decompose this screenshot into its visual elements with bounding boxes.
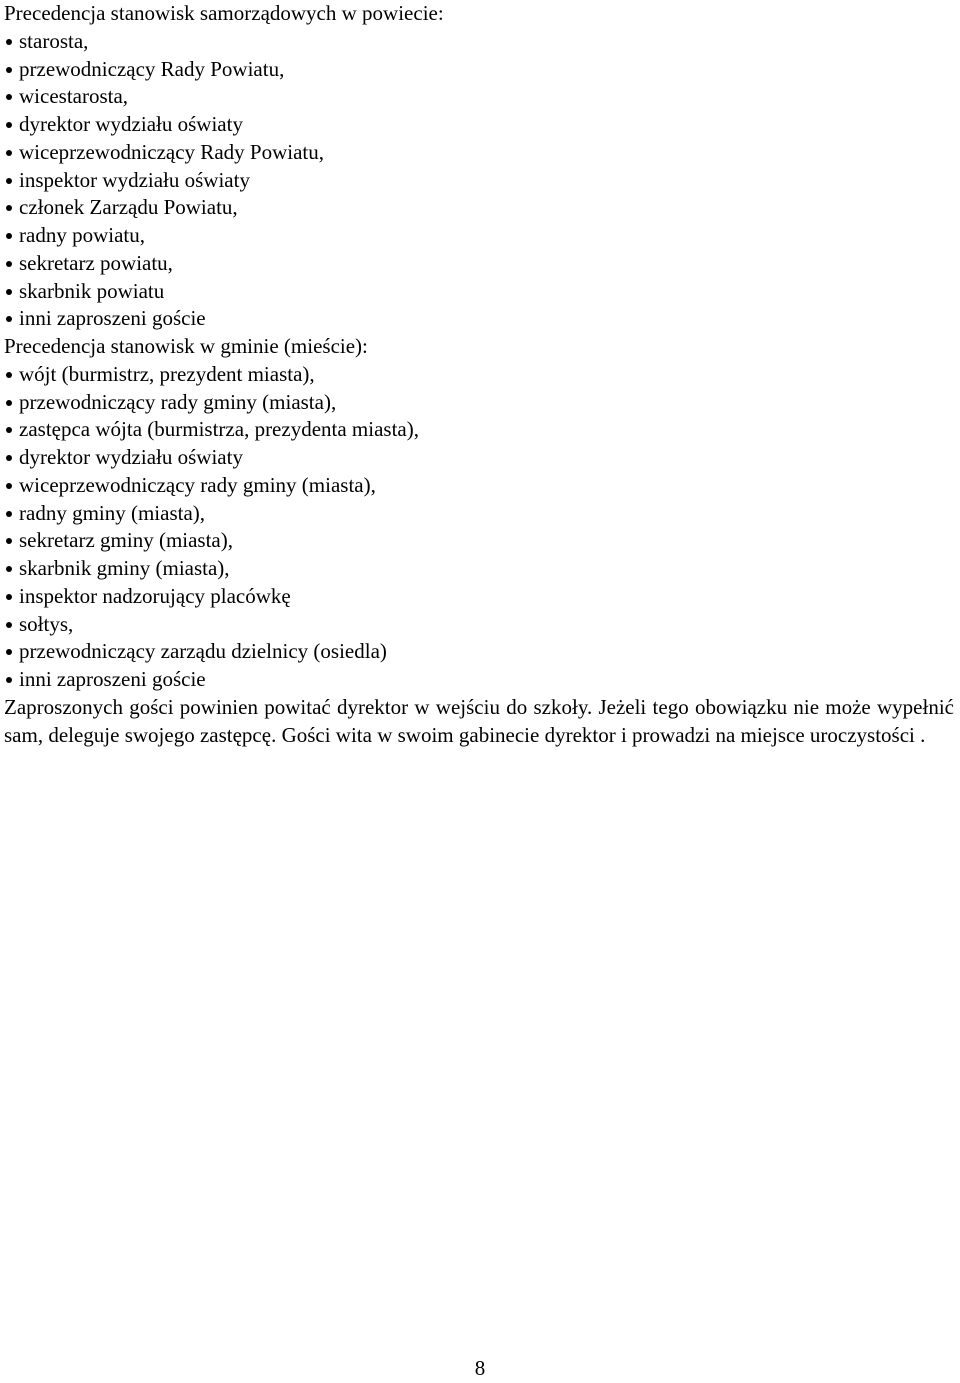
bullet-icon xyxy=(6,427,12,433)
list-item xyxy=(4,472,954,500)
list-item xyxy=(4,611,954,639)
list-item-text: inni zaproszeni goście xyxy=(19,306,206,331)
list-item-text: sekretarz gminy (miasta), xyxy=(19,528,233,553)
list-item xyxy=(4,167,954,195)
document-body xyxy=(4,0,954,770)
list-item-text: sołtys, xyxy=(19,611,74,636)
bullet-icon xyxy=(6,622,12,628)
list-item xyxy=(4,444,954,472)
bullet-icon xyxy=(6,372,12,378)
list-item xyxy=(4,583,954,611)
list-item-text: zastępca wójta (burmistrza, prezydenta miasta), xyxy=(19,417,419,442)
list-item-text: radny gminy (miasta), xyxy=(19,500,206,525)
bullet-icon xyxy=(6,316,12,322)
bullet-icon xyxy=(6,400,12,406)
bullet-icon xyxy=(6,538,12,544)
list-item xyxy=(4,56,954,84)
list-item xyxy=(4,555,954,583)
list-item xyxy=(4,638,954,666)
list-item-text: wójt (burmistrz, prezydent miasta), xyxy=(19,361,315,386)
list-item xyxy=(4,361,954,389)
bullet-icon xyxy=(6,67,12,73)
list-item xyxy=(4,222,954,250)
list-item-text: przewodniczący Rady Powiatu, xyxy=(19,56,285,81)
list-item xyxy=(4,139,954,167)
bullet-icon xyxy=(6,455,12,461)
welcome-paragraph: Zaproszonych gości powinien powitać dyrektor w wejściu do szkoły. Jeżeli tego obowiązku nie może wypełnić sam, deleguje swojego zastępcę. Gości wita w swoim gabinecie dyrektor i prowadzi na miejsce uroczystości . xyxy=(4,694,954,747)
list-item-text: przewodniczący zarządu dzielnicy (osiedla) xyxy=(19,639,387,664)
list-item-text: inni zaproszeni goście xyxy=(19,667,206,691)
list-item xyxy=(4,527,954,555)
list-item xyxy=(4,111,954,139)
list-item-text: wicestarosta, xyxy=(19,84,129,109)
list-item-text: starosta, xyxy=(19,28,89,53)
bullet-icon xyxy=(6,94,12,100)
list-item-text: sekretarz powiatu, xyxy=(19,250,173,275)
list-item xyxy=(4,666,954,694)
list-item xyxy=(4,250,954,278)
list-item-text: skarbnik gminy (miasta), xyxy=(19,556,230,580)
bullet-icon xyxy=(6,594,12,600)
bullet-icon xyxy=(6,233,12,239)
powiat-heading: Precedencja stanowisk samorządowych w powiecie: xyxy=(4,1,444,25)
page-number: 8 xyxy=(474,1356,486,1380)
bullet-icon xyxy=(6,178,12,184)
bullet-icon xyxy=(6,261,12,267)
list-item xyxy=(4,83,954,111)
gmina-heading: Precedencja stanowisk w gminie (mieście): xyxy=(4,334,368,358)
list-item xyxy=(4,278,954,306)
list-item xyxy=(4,28,954,56)
bullet-icon xyxy=(6,289,12,295)
list-item-text: skarbnik powiatu xyxy=(19,278,165,303)
bullet-icon xyxy=(6,150,12,156)
list-item-text: inspektor nadzorujący placówkę xyxy=(19,583,291,608)
bullet-icon xyxy=(6,483,12,489)
list-item-text: dyrektor wydziału oświaty xyxy=(19,112,243,136)
bullet-icon xyxy=(6,649,12,655)
list-item-text: inspektor wydziału oświaty xyxy=(19,167,250,192)
list-item-text: wiceprzewodniczący Rady Powiatu, xyxy=(19,139,324,164)
bullet-icon xyxy=(6,511,12,517)
bullet-icon xyxy=(6,677,12,683)
powiat-list xyxy=(4,28,954,333)
list-item-text: przewodniczący rady gminy (miasta), xyxy=(19,389,337,414)
list-item-text: radny powiatu, xyxy=(19,223,145,247)
list-item-text: dyrektor wydziału oświaty xyxy=(19,445,243,469)
list-item xyxy=(4,194,954,222)
bullet-icon xyxy=(6,566,12,572)
bullet-icon xyxy=(6,205,12,211)
gmina-list xyxy=(4,361,954,694)
list-item xyxy=(4,305,954,333)
list-item xyxy=(4,389,954,417)
list-item-text: członek Zarządu Powiatu, xyxy=(19,195,238,220)
bullet-icon xyxy=(6,122,12,128)
list-item xyxy=(4,500,954,528)
list-item-text: wiceprzewodniczący rady gminy (miasta), xyxy=(19,472,376,497)
list-item xyxy=(4,416,954,444)
bullet-icon xyxy=(6,39,12,45)
